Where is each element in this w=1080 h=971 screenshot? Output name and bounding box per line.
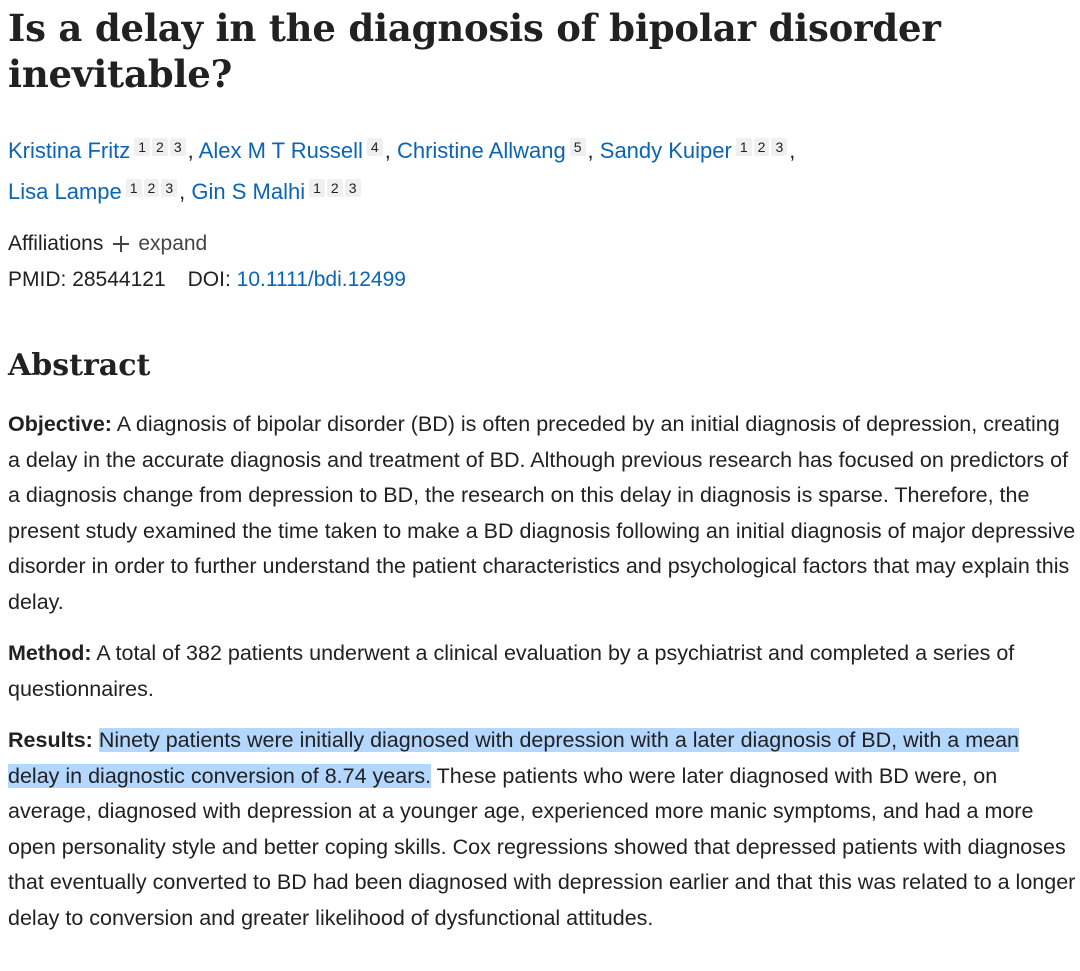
- abstract-method: [8, 636, 1076, 707]
- author-separator: ,: [587, 138, 594, 163]
- affiliation-ref[interactable]: 4: [367, 138, 383, 156]
- author-list: [8, 127, 1076, 209]
- author-item: [600, 138, 789, 163]
- affiliation-ref[interactable]: 5: [570, 138, 586, 156]
- article-title: Is a delay in the diagnosis of bipolar disorder inevitable?: [8, 6, 941, 96]
- author-item: [191, 179, 362, 204]
- author-link[interactable]: Alex M T Russell: [198, 138, 363, 163]
- pmid-block: [8, 268, 166, 291]
- results-pre-text: [93, 728, 99, 752]
- method-label: Method:: [8, 641, 92, 665]
- affiliations-row: [8, 229, 1076, 259]
- affiliation-ref[interactable]: 1: [736, 138, 752, 156]
- results-highlighted-text[interactable]: Ninety patients were initially diagnosed with depression with a later diagnosis of BD, with a mean delay in diagnostic conversion of 8.74 years.: [8, 728, 1020, 788]
- author-separator: ,: [179, 179, 186, 204]
- affiliations-expand-toggle[interactable]: [113, 229, 207, 259]
- abstract-heading: Abstract: [8, 348, 151, 383]
- objective-text: A diagnosis of bipolar disorder (BD) is often preceded by an initial diagnosis of depression, creating a delay in the accurate diagnosis and treatment of BD. Although previous research has focused on predictors of a diagnosis change from depression to BD, the research on this delay in diagnosis is sparse. Therefore, the present study examined the time taken to make a BD diagnosis following an initial diagnosis of major depressive disorder in order to further understand the patient characteristics and psychological factors that may explain this delay.: [8, 412, 1076, 614]
- affiliations-label: Affiliations: [8, 232, 104, 255]
- author-affiliation-refs: [134, 127, 187, 162]
- author-link[interactable]: Gin S Malhi: [191, 179, 306, 204]
- author-affiliation-refs: [367, 127, 385, 162]
- method-text: A total of 382 patients underwent a clinical evaluation by a psychiatrist and completed a series of questionnaires.: [8, 641, 1015, 701]
- author-affiliation-refs: [736, 127, 789, 162]
- pmid-label: PMID:: [8, 268, 67, 291]
- affiliation-ref[interactable]: 1: [134, 138, 150, 156]
- affiliation-ref[interactable]: 3: [170, 138, 186, 156]
- affiliation-ref[interactable]: 3: [771, 138, 787, 156]
- doi-label: DOI:: [187, 268, 231, 291]
- expand-label: expand: [138, 232, 208, 255]
- doi-block: [188, 268, 406, 291]
- author-link[interactable]: Kristina Fritz: [8, 138, 131, 163]
- results-text: These patients who were later diagnosed with BD were, on average, diagnosed with depression at a younger age, experienced more manic symptoms, and had a more open personality style and better coping skills. Cox regressions showed that depressed patients with diagnoses that eventually converted to BD had been diagnosed with depression earlier and that this was related to a longer delay to conversion and greater likelihood of dysfunctional attitudes.: [8, 763, 1076, 930]
- author-separator: ,: [384, 138, 391, 163]
- author-affiliation-refs: [126, 168, 179, 203]
- objective-label: Objective:: [8, 412, 112, 436]
- author-affiliation-refs: [570, 127, 588, 162]
- results-label: Results:: [8, 728, 93, 752]
- author-item: [397, 138, 588, 163]
- article-page: [8, 0, 1076, 936]
- identifiers-row: [8, 265, 1076, 295]
- author-item: [199, 138, 385, 163]
- affiliation-ref[interactable]: 2: [152, 138, 168, 156]
- author-affiliation-refs: [309, 168, 362, 203]
- affiliation-ref[interactable]: 3: [161, 179, 177, 197]
- abstract-objective: [8, 407, 1076, 620]
- author-link[interactable]: Lisa Lampe: [8, 179, 122, 204]
- pmid-value: 28544121: [72, 268, 166, 291]
- plus-icon: [113, 236, 129, 252]
- author-link[interactable]: Sandy Kuiper: [599, 138, 732, 163]
- affiliation-ref[interactable]: 1: [126, 179, 142, 197]
- doi-link[interactable]: 10.1111/bdi.12499: [236, 268, 406, 291]
- affiliation-ref[interactable]: 3: [345, 179, 361, 197]
- author-item: [8, 138, 188, 163]
- author-link[interactable]: Christine Allwang: [396, 138, 566, 163]
- affiliation-ref[interactable]: 2: [327, 179, 343, 197]
- affiliation-ref[interactable]: 2: [144, 179, 160, 197]
- abstract-results: [8, 723, 1076, 936]
- author-separator: ,: [187, 138, 194, 163]
- author-item: [8, 179, 179, 204]
- affiliation-ref[interactable]: 1: [309, 179, 325, 197]
- affiliation-ref[interactable]: 2: [754, 138, 770, 156]
- author-separator: ,: [789, 138, 796, 163]
